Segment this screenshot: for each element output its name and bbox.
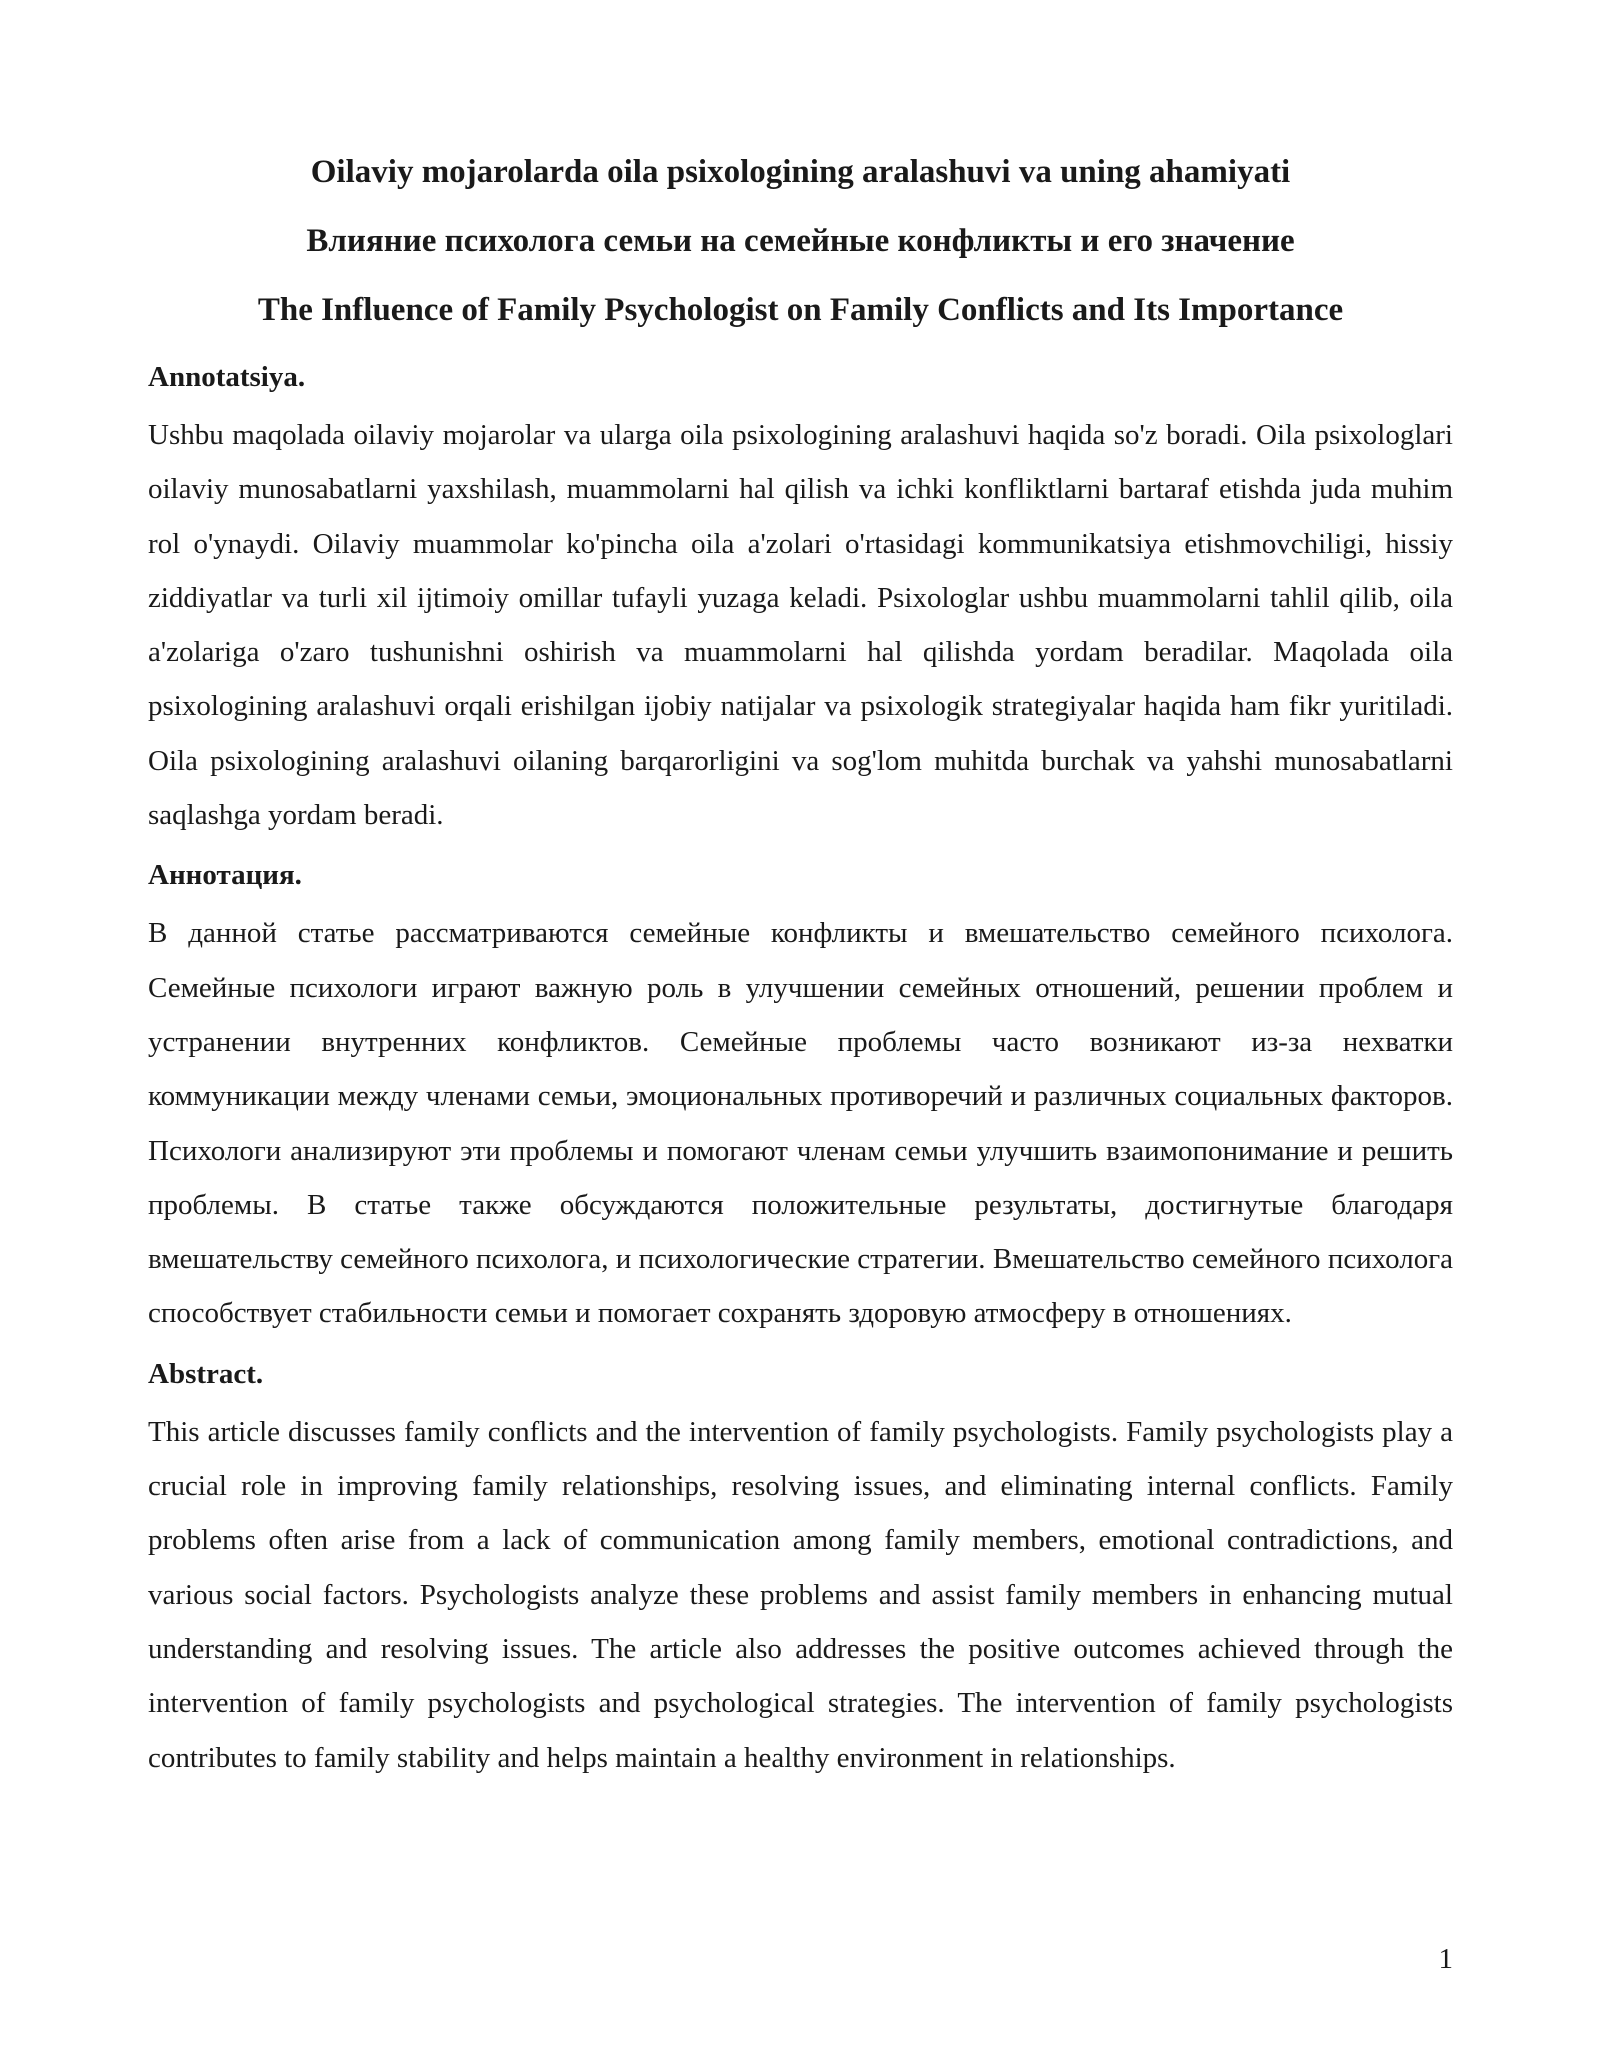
abstract-english-section xyxy=(148,1355,1453,1785)
abstract-russian-heading: Аннотация. xyxy=(148,859,302,892)
title-uzbek: Oilaviy mojarolarda oila psixologining aralashuvi va uning ahamiyati xyxy=(310,154,1291,190)
abstract-english-text: This article discusses family conflicts and the intervention of family psychologists. Family psychologists play a crucial role in improving family relationships, resolving issues, and eliminating internal conflicts. Family problems often arise from a lack of communication among family members, emotional contradictions, and various social factors. Psychologists analyze these problems and assist family members in enhancing mutual understanding and resolving issues. The article also addresses the positive outcomes achieved through the intervention of family psychologists and psychological strategies. The intervention of family psychologists contributes to family stability and helps maintain a healthy environment in relationships. xyxy=(148,1415,1453,1774)
abstract-uzbek-section xyxy=(148,358,1453,842)
abstract-uzbek-heading: Annotatsiya. xyxy=(148,361,306,393)
abstract-russian-section xyxy=(148,856,1453,1340)
page-number: 1 xyxy=(1438,1943,1453,1975)
abstract-uzbek-text: Ushbu maqolada oilaviy mojarolar va ularga oila psixologining aralashuvi haqida so'z boradi. Oila psixologlari oilaviy munosabatlarni yaxshilash, muammolarni hal qilish va ichki konfliktlarni bartaraf etishda juda muhim rol o'ynaydi. Oilaviy muammolar ko'pincha oila a'zolari o'rtasidagi kommunikatsiya etishmovchiligi, hissiy ziddiyatlar va turli xil ijtimoiy omillar tufayli yuzaga keladi. Psixologlar ushbu muammolarni tahlil qilib, oila a'zolariga o'zaro tushunishni oshirish va muammolarni hal qilishda yordam beradilar. Maqolada oila psixologining aralashuvi orqali erishilgan ijobiy natijalar va psixologik strategiyalar haqida ham fikr yuritiladi. Oila psixologining aralashuvi oilaning barqarorligini va sog'lom muhitda burchak va yahshi munosabatlarni saqlashga yordam beradi. xyxy=(148,419,1453,832)
title-english: The Influence of Family Psychologist on Family Conflicts and Its Importance xyxy=(257,292,1344,328)
paper-page xyxy=(148,150,1453,1799)
title-russian: Влияние психолога семьи на семейные конфликты и его значение xyxy=(306,223,1295,259)
abstract-english-heading: Abstract. xyxy=(148,1357,264,1390)
abstract-russian-text: В данной статье рассматриваются семейные конфликты и вмешательство семейного психолога. Семейные психологи играют важную роль в улучшении семейных отношений, решении проблем и устранении внутренних конфликтов. Семейные проблемы часто возникают из-за нехватки коммуникации между членами семьи, эмоциональных противоречий и различных социальных факторов. Психологи анализируют эти проблемы и помогают членам семьи улучшить взаимопонимание и решить проблемы. В статье также обсуждаются положительные результаты, достигнутые благодаря вмешательству семейного психолога, и психологические стратегии. Вмешательство семейного психолога способствует стабильности семьи и помогает сохранять здоровую атмосферу в отношениях. xyxy=(148,917,1453,1330)
